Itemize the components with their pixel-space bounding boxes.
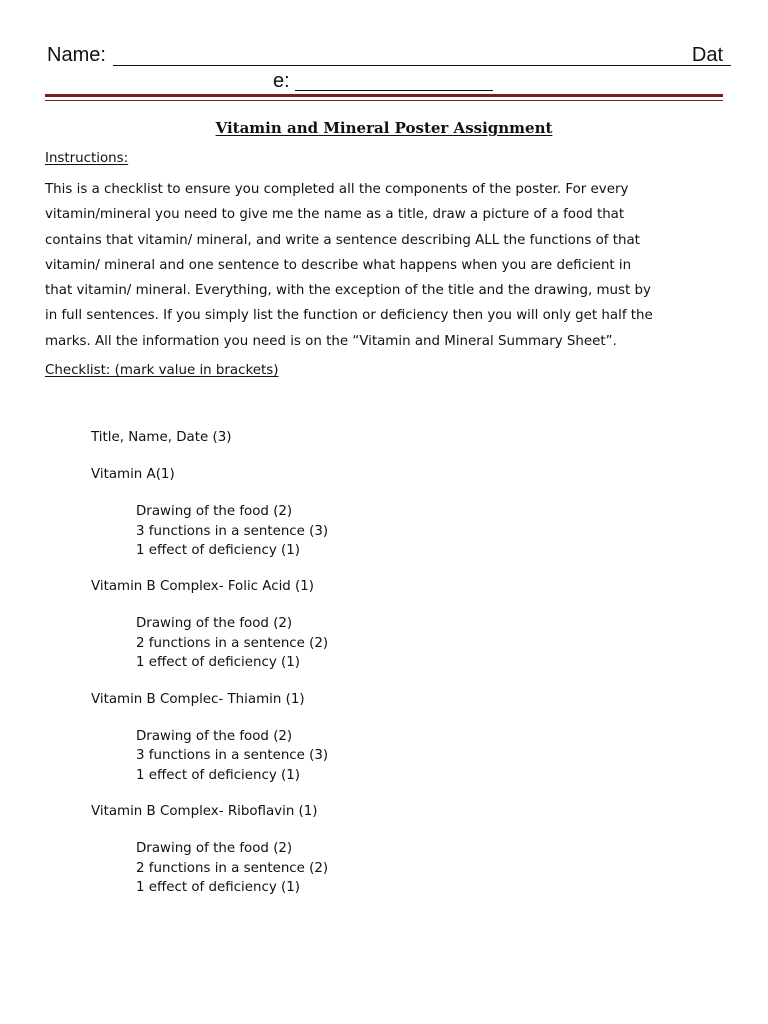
checklist-subitem: 1 effect of deficiency (1) xyxy=(136,655,301,670)
checklist-section-title: Vitamin B Complex- Folic Acid (1) xyxy=(91,579,315,594)
date-header-continued xyxy=(273,68,503,94)
date-label-end: e: xyxy=(273,70,290,92)
instructions-line: vitamin/mineral you need to give me the name as a title, draw a picture of a food that xyxy=(45,207,625,223)
instructions-line: marks. All the information you need is on the “Vitamin and Mineral Summary Sheet”. xyxy=(45,333,617,349)
checklist-subitem: Drawing of the food (2) xyxy=(136,729,293,744)
header-divider-thick xyxy=(45,94,723,97)
checklist-subitem: 3 functions in a sentence (3) xyxy=(136,524,329,539)
instructions-line: vitamin/ mineral and one sentence to describe what happens when you are deficient in xyxy=(45,257,632,273)
instructions-line: that vitamin/ mineral. Everything, with the exception of the title and the drawing, must by xyxy=(45,283,651,299)
checklist-subitem: Drawing of the food (2) xyxy=(136,616,293,631)
date-blank-line xyxy=(295,90,493,91)
checklist-subitem: 1 effect of deficiency (1) xyxy=(136,543,301,558)
checklist-section-title: Vitamin A(1) xyxy=(91,467,175,482)
instructions-paragraph xyxy=(45,177,735,354)
checklist-subitem: 2 functions in a sentence (2) xyxy=(136,636,329,651)
checklist-subitem: 3 functions in a sentence (3) xyxy=(136,748,329,763)
instructions-line: contains that vitamin/ mineral, and write a sentence describing ALL the functions of that xyxy=(45,232,640,248)
checklist-subitem: 1 effect of deficiency (1) xyxy=(136,880,301,895)
checklist-subitem: Drawing of the food (2) xyxy=(136,841,293,856)
instructions-line: in full sentences. If you simply list the function or deficiency then you will only get half the xyxy=(45,308,653,324)
instructions-line: This is a checklist to ensure you completed all the components of the poster. For every xyxy=(45,182,629,197)
checklist-section-title: Vitamin B Complex- Riboflavin (1) xyxy=(91,804,318,819)
header-divider-thin xyxy=(45,100,723,101)
checklist-heading: Checklist: (mark value in brackets) xyxy=(45,363,279,378)
page-title: Vitamin and Mineral Poster Assignment xyxy=(215,119,553,137)
name-blank-line xyxy=(113,65,731,66)
checklist-subitem: 2 functions in a sentence (2) xyxy=(136,861,329,876)
name-label: Name: xyxy=(47,44,106,66)
checklist-general-item: Title, Name, Date (3) xyxy=(91,430,232,445)
checklist-section-title: Vitamin B Complec- Thiamin (1) xyxy=(91,692,305,707)
date-label-start: Dat xyxy=(691,44,723,66)
checklist-subitem: Drawing of the food (2) xyxy=(136,504,293,519)
instructions-heading: Instructions: xyxy=(45,151,129,166)
name-date-header xyxy=(47,42,723,68)
checklist-subitem: 1 effect of deficiency (1) xyxy=(136,768,301,783)
